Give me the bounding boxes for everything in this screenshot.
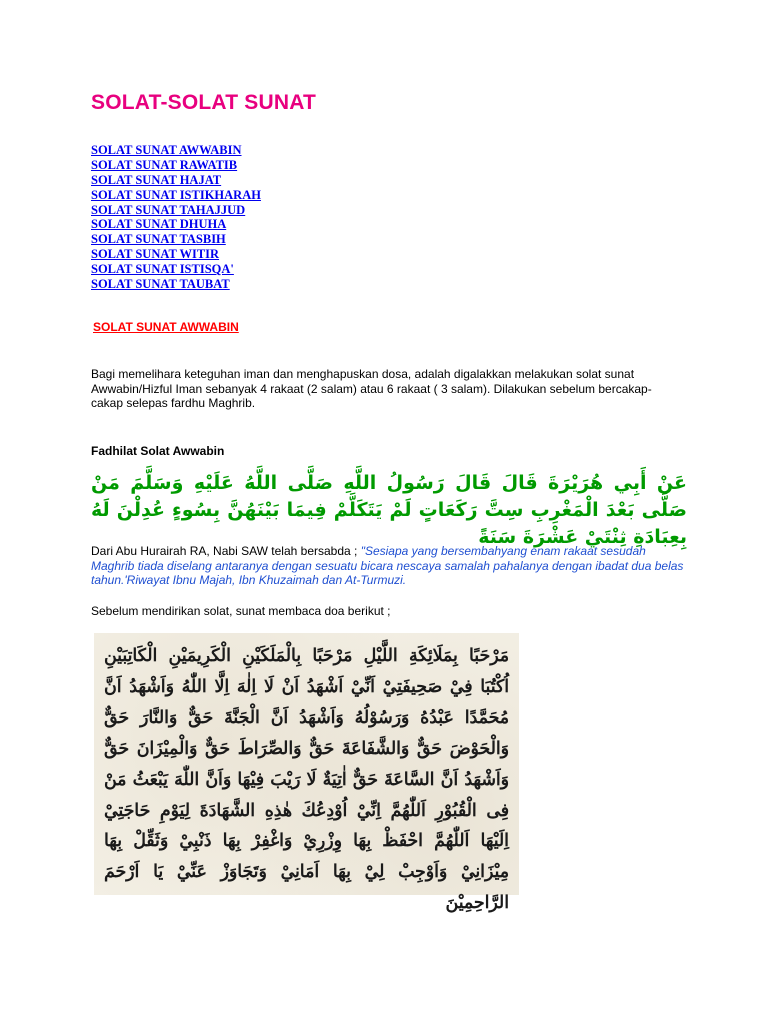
table-of-contents: [91, 143, 261, 292]
hadith-translation: [91, 544, 687, 588]
toc-item: [91, 277, 261, 292]
toc-link-hajat[interactable]: SOLAT SUNAT HAJAT: [91, 172, 222, 187]
toc-item: [91, 262, 261, 277]
toc-item: [91, 158, 261, 173]
translation-quote: "Sesiapa yang bersembahyang enam rakaat sesudah Maghrib tiada diselang antaranya dengan sesuatu bicara nescaya samalah pahalanya dengan ibadat dua belas tahun.'Riwayat Ibnu Majah, Ibn Khuzaimah dan At-Turmuzi.: [91, 544, 684, 587]
doa-arabic-text: مَرْحَبًا بِمَلَائِكَةِ اللَّيْلِ مَرْحَبًا بِالْمَلَكَيْنِ الْكَرِيمَيْنِ الْكَاتِبَيْنِ اُكْتُبَا فِيْ صَحِيفَتِيْ اَنِّيْ اَشْهَدُ اَنْ لَا اِلٰهَ اِلَّا اللّٰهُ وَاَشْهَدُ اَنَّ مُحَمَّدًا عَبْدُهُ وَرَسُوْلُهُ وَاَشْهَدُ اَنَّ الْجَنَّةَ حَقٌّ وَالنَّارَ حَقٌّ وَالْحَوْضَ حَقٌّ وَالشَّفَاعَةَ حَقٌّ وَالصِّرَاطَ حَقٌّ وَالْمِيْزَانَ حَقٌّ وَاَشْهَدُ اَنَّ السَّاعَةَ حَقٌّ اٰتِيَةٌ لَا رَيْبَ فِيْهَا وَاَنَّ اللّٰهَ يَبْعَثُ مَنْ فِى الْقُبُوْرِ اَللّٰهُمَّ اِنِّيْ اُوْدِعُكَ هٰذِهِ الشَّهَادَةَ لِيَوْمِ حَاجَتِيْ اِلَيْهَا اَللّٰهُمَّ احْفَظْ بِهَا وِزْرِيْ وَاغْفِرْ بِهَا ذَنْبِيْ وَثَقِّلْ بِهَا مِيْزَانِيْ وَاَوْجِبْ لِيْ بِهَا اَمَانِيْ وَتَجَاوَزْ عَنِّيْ يَا اَرْحَمَ الرَّاحِمِيْنَ: [104, 646, 509, 914]
fadhilat-heading: Fadhilat Solat Awwabin: [91, 444, 225, 458]
toc-link-taubat[interactable]: SOLAT SUNAT TAUBAT: [91, 277, 230, 292]
toc-item: [91, 173, 261, 188]
toc-link-rawatib[interactable]: SOLAT SUNAT RAWATIB: [91, 157, 238, 172]
toc-link-istikharah[interactable]: SOLAT SUNAT ISTIKHARAH: [91, 187, 261, 202]
toc-link-awwabin[interactable]: SOLAT SUNAT AWWABIN: [91, 143, 242, 157]
toc-link-dhuha[interactable]: SOLAT SUNAT DHUHA: [91, 217, 227, 232]
toc-item: [91, 203, 261, 218]
toc-link-tahajjud[interactable]: SOLAT SUNAT TAHAJJUD: [91, 202, 246, 217]
toc-item: [91, 188, 261, 203]
toc-link-witir[interactable]: SOLAT SUNAT WITIR: [91, 247, 220, 262]
toc-item: [91, 232, 261, 247]
toc-item: [91, 247, 261, 262]
toc-item: [91, 143, 261, 158]
toc-link-tasbih[interactable]: SOLAT SUNAT TASBIH: [91, 232, 226, 247]
toc-link-istisqa[interactable]: SOLAT SUNAT ISTISQA': [91, 262, 234, 277]
translation-narrator: Dari Abu Hurairah RA, Nabi SAW telah bersabda ;: [91, 544, 361, 558]
toc-item: [91, 217, 261, 232]
section-heading-awwabin[interactable]: SOLAT SUNAT AWWABIN: [93, 320, 239, 334]
doa-image: [94, 633, 519, 914]
arabic-hadith-text: عَنْ أَبِي هُرَيْرَةَ قَالَ قَالَ رَسُولُ اللَّهِ صَلَّى اللَّهُ عَلَيْهِ وَسَلَّمَ مَنْ صَلَّى بَعْدَ الْمَغْرِبِ سِتَّ رَكَعَاتٍ لَمْ يَتَكَلَّمْ فِيمَا بَيْنَهُنَّ بِسُوءٍ عُدِلْنَ لَهُ بِعِبَادَةِ ثِنْتَيْ عَشْرَةَ سَنَةً: [91, 472, 687, 548]
page-title: SOLAT-SOLAT SUNAT: [91, 91, 317, 114]
intro-paragraph: Bagi memelihara keteguhan iman dan menghapuskan dosa, adalah digalakkan melakukan solat sunat Awwabin/Hizful Iman sebanyak 4 rakaat (2 salam) atau 6 rakaat ( 3 salam). Dilakukan sebelum bercakap-cakap selepas fardhu Maghrib.: [91, 367, 652, 410]
doa-intro: Sebelum mendirikan solat, sunat membaca doa berikut ;: [91, 604, 391, 618]
